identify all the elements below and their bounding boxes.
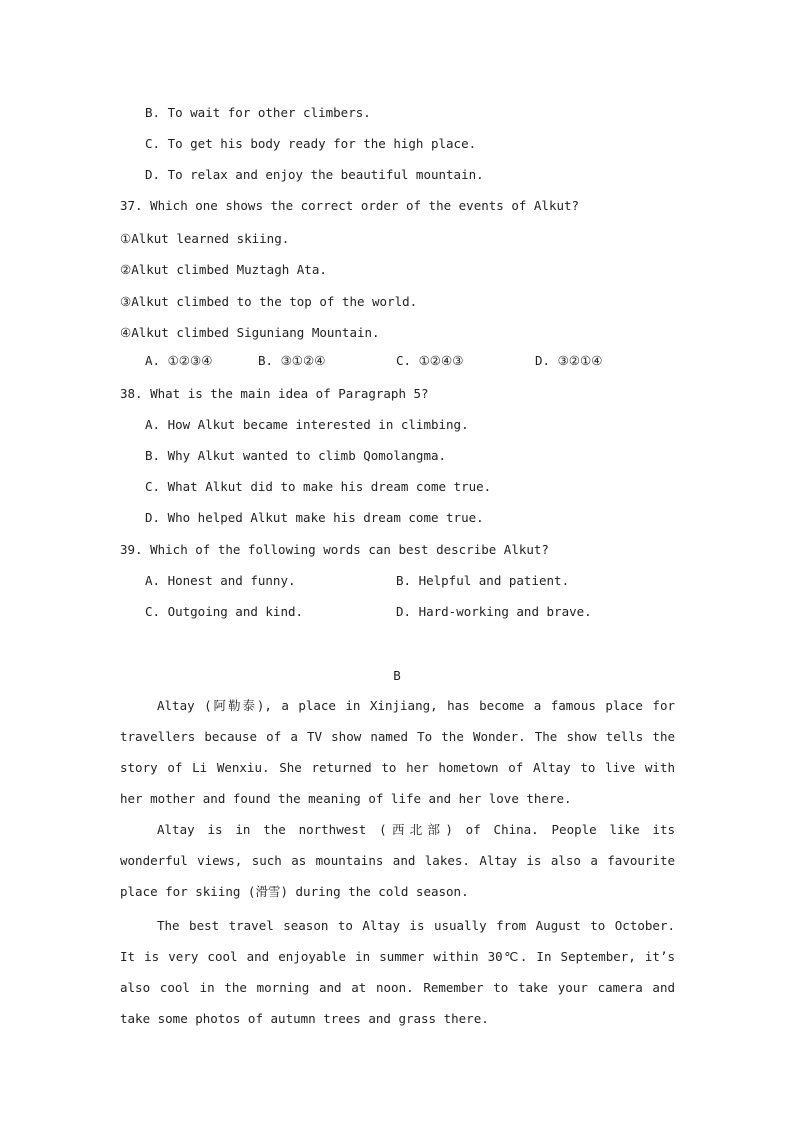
q36-option-b: B. To wait for other climbers. — [145, 105, 371, 120]
q37-option-c: C. ①②④③ — [396, 353, 464, 368]
section-b-heading: B — [393, 668, 401, 683]
q39-option-a: A. Honest and funny. — [145, 573, 296, 588]
q38-stem: 38. What is the main idea of Paragraph 5? — [120, 386, 429, 401]
q38-option-a: A. How Alkut became interested in climbing. — [145, 417, 469, 432]
q37-event-3: ③Alkut climbed to the top of the world. — [120, 294, 418, 309]
q38-option-b: B. Why Alkut wanted to climb Qomolangma. — [145, 448, 447, 463]
q37-event-4: ④Alkut climbed Siguniang Mountain. — [120, 325, 380, 340]
q39-option-b: B. Helpful and patient. — [396, 573, 570, 588]
q37-option-b: B. ③①②④ — [258, 353, 326, 368]
section-b-paragraph-3 — [120, 910, 675, 1034]
q37-stem: 37. Which one shows the correct order of the events of Alkut? — [120, 198, 580, 213]
q36-option-d: D. To relax and enjoy the beautiful mountain. — [145, 167, 484, 182]
q37-event-2: ②Alkut climbed Muztagh Ata. — [120, 262, 327, 277]
paragraph-text: Altay is in the northwest (西北部) of China. People like its wonderful views, such as mountains and lakes. Altay is also a favourite place for skiing (滑雪) during the cold season. — [120, 822, 675, 899]
paragraph-text: Altay (阿勒泰), a place in Xinjiang, has become a famous place for travellers because of a TV show named To the Wonder. The show tells the story of Li Wenxiu. She returned to her hometown of Altay to live with her mother and found the meaning of life and her love there. — [120, 698, 675, 806]
q39-stem: 39. Which of the following words can best describe Alkut? — [120, 542, 549, 557]
paragraph-text: The best travel season to Altay is usually from August to October. It is very cool and enjoyable in summer within 30℃. In September, it’s also cool in the morning and at noon. Remember to take your camera and take some photos of autumn trees and grass there. — [120, 918, 675, 1026]
q36-option-c: C. To get his body ready for the high place. — [145, 136, 477, 151]
q38-option-c: C. What Alkut did to make his dream come true. — [145, 479, 492, 494]
section-b-paragraph-1 — [120, 690, 675, 814]
section-b-paragraph-2 — [120, 814, 675, 907]
q39-option-d: D. Hard-working and brave. — [396, 604, 592, 619]
q37-option-a: A. ①②③④ — [145, 353, 213, 368]
q39-option-c: C. Outgoing and kind. — [145, 604, 304, 619]
q37-event-1: ①Alkut learned skiing. — [120, 231, 290, 246]
q38-option-d: D. Who helped Alkut make his dream come true. — [145, 510, 484, 525]
q37-option-d: D. ③②①④ — [535, 353, 603, 368]
